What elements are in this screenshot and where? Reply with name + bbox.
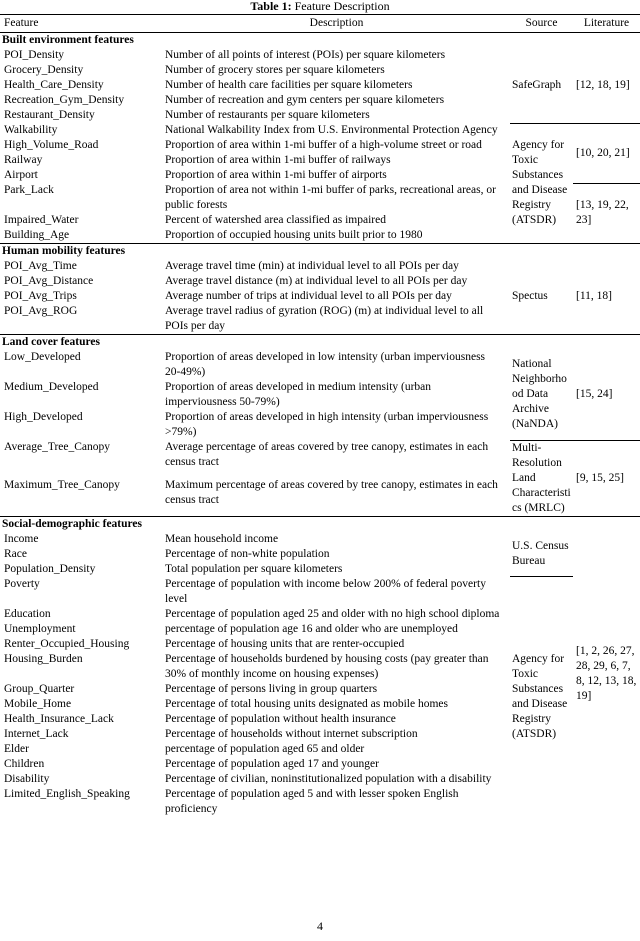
literature-cell: [11, 18] xyxy=(576,290,612,302)
feature-cell: Unemployment xyxy=(4,622,76,635)
feature-cell: Elder xyxy=(4,742,29,755)
section-title: Social-demographic features xyxy=(0,516,640,532)
description-cell: percentage of population age 16 and older who are unemployed xyxy=(165,622,458,635)
table-row xyxy=(0,577,640,607)
description-cell: Percentage of population with income below 200% of federal poverty level xyxy=(165,577,486,605)
source-cell: Multi-Resolution Land Characteristics (MRLC) xyxy=(512,441,571,514)
feature-cell: Disability xyxy=(4,772,50,785)
description-cell: Percentage of persons living in group quarters xyxy=(165,682,378,695)
table-row xyxy=(0,440,640,478)
section-header-row xyxy=(0,516,640,532)
source-cell: Spectus xyxy=(512,290,548,302)
feature-cell: Low_Developed xyxy=(4,351,81,363)
feature-cell: Education xyxy=(4,607,51,620)
feature-cell: POI_Avg_Time xyxy=(4,260,77,272)
description-cell: Percentage of total housing units designated as mobile homes xyxy=(165,697,448,710)
source-cell: National Neighborhood Data Archive (NaNDA) xyxy=(510,350,573,440)
description-cell: Percentage of non-white population xyxy=(165,547,330,560)
description-cell: Average travel distance (m) at individual level to all POIs per day xyxy=(165,275,468,287)
description-cell: Number of recreation and gym centers per square kilometers xyxy=(165,94,445,106)
description-cell: Number of all points of interest (POIs) per square kilometers xyxy=(165,49,446,61)
literature-cell: [9, 15, 25] xyxy=(576,471,624,484)
literature-cell: [1, 2, 26, 27, 28, 29, 6, 7, 8, 12, 13, 18, 19] xyxy=(576,645,637,702)
source-cell: SafeGraph xyxy=(510,48,573,123)
source-cell: Agency for Toxic Substances and Disease Registry (ATSDR) xyxy=(512,652,568,740)
description-cell: Proportion of area within 1-mi buffer of airports xyxy=(165,169,387,181)
feature-cell: Race xyxy=(4,547,27,560)
feature-cell: POI_Density xyxy=(4,49,65,61)
feature-cell: Impaired_Water xyxy=(4,214,79,226)
source-cell: Agency for Toxic Substances and Disease Registry (ATSDR) xyxy=(512,139,568,227)
description-cell: Percentage of population aged 5 and with lesser spoken English proficiency xyxy=(165,787,459,815)
description-cell: Percentage of population aged 25 and older with no high school diploma xyxy=(165,607,500,620)
feature-cell: Health_Insurance_Lack xyxy=(4,712,114,725)
col-header-literature: Literature xyxy=(573,15,640,33)
description-cell: Proportion of areas developed in high intensity (urban imperviousness >79%) xyxy=(165,411,489,438)
table-row xyxy=(0,123,640,138)
feature-cell: Grocery_Density xyxy=(4,64,84,76)
table-row xyxy=(0,259,640,274)
description-cell: Percentage of households without internet subscription xyxy=(165,727,418,740)
table-caption xyxy=(0,0,640,13)
description-cell: National Walkability Index from U.S. Environmental Protection Agency xyxy=(165,124,498,136)
feature-cell: Railway xyxy=(4,154,43,166)
feature-cell: Poverty xyxy=(4,577,40,590)
table-row xyxy=(0,48,640,63)
description-cell: Percentage of households burdened by housing costs (pay greater than 30% of monthly income on housing expenses) xyxy=(165,652,489,680)
feature-cell: Maximum_Tree_Canopy xyxy=(4,478,120,491)
literature-cell: [12, 18, 19] xyxy=(573,48,640,123)
literature-cell: [15, 24] xyxy=(573,350,640,440)
table-caption-label: Table 1: xyxy=(250,0,292,13)
table-caption-text: Feature Description xyxy=(294,0,390,13)
description-cell: Number of health care facilities per square kilometers xyxy=(165,79,413,91)
description-cell: Proportion of area within 1-mi buffer of railways xyxy=(165,154,391,166)
feature-cell: Children xyxy=(4,757,45,770)
feature-cell: Park_Lack xyxy=(4,184,54,196)
feature-cell: Restaurant_Density xyxy=(4,109,95,121)
feature-cell: Internet_Lack xyxy=(4,727,69,740)
description-cell: Number of restaurants per square kilometers xyxy=(165,109,370,121)
table-row xyxy=(0,532,640,547)
feature-cell: Housing_Burden xyxy=(4,652,83,665)
feature-cell: Income xyxy=(4,532,39,545)
description-cell: percentage of population aged 65 and older xyxy=(165,742,365,755)
feature-table xyxy=(0,14,640,817)
description-cell: Average number of trips at individual level to all POIs per day xyxy=(165,290,452,302)
col-header-source: Source xyxy=(510,15,573,33)
description-cell: Total population per square kilometers xyxy=(165,562,343,575)
literature-cell: [13, 19, 22, 23] xyxy=(576,199,629,227)
feature-cell: Health_Care_Density xyxy=(4,79,104,91)
source-cell: U.S. Census Bureau xyxy=(510,532,573,577)
literature-cell: [10, 20, 21] xyxy=(573,123,640,183)
section-header-row xyxy=(0,244,640,260)
description-cell: Proportion of area within 1-mi buffer of a high-volume street or road xyxy=(165,139,482,151)
section-title: Human mobility features xyxy=(0,244,640,260)
feature-cell: Walkability xyxy=(4,124,58,136)
feature-cell: Building_Age xyxy=(4,229,70,241)
description-cell: Average travel radius of gyration (ROG) (m) at individual level to all POIs per day xyxy=(165,305,484,332)
description-cell: Percentage of housing units that are renter-occupied xyxy=(165,637,405,650)
description-cell: Average percentage of areas covered by tree canopy, estimates in each census tract xyxy=(165,441,489,468)
feature-cell: High_Developed xyxy=(4,411,83,423)
description-cell: Proportion of areas developed in medium intensity (urban imperviousness 50-79%) xyxy=(165,381,432,408)
feature-cell: High_Volume_Road xyxy=(4,139,99,151)
description-cell: Percent of watershed area classified as impaired xyxy=(165,214,386,226)
feature-cell: POI_Avg_Trips xyxy=(4,290,77,302)
section-title: Built environment features xyxy=(0,33,640,49)
feature-cell: Airport xyxy=(4,169,38,181)
section-title: Land cover features xyxy=(0,335,640,351)
feature-cell: Recreation_Gym_Density xyxy=(4,94,125,106)
description-cell: Proportion of occupied housing units built prior to 1980 xyxy=(165,229,423,241)
feature-cell: POI_Avg_ROG xyxy=(4,305,78,317)
description-cell: Maximum percentage of areas covered by tree canopy, estimates in each census tract xyxy=(165,478,498,506)
feature-cell: Limited_English_Speaking xyxy=(4,787,130,800)
section-header-row xyxy=(0,33,640,49)
description-cell: Number of grocery stores per square kilometers xyxy=(165,64,385,76)
feature-cell: Mobile_Home xyxy=(4,697,72,710)
section-header-row xyxy=(0,335,640,351)
page-number: 4 xyxy=(317,919,323,933)
feature-cell: Medium_Developed xyxy=(4,381,99,393)
description-cell: Percentage of population without health insurance xyxy=(165,712,396,725)
col-header-feature: Feature xyxy=(0,15,163,33)
description-cell: Percentage of population aged 17 and younger xyxy=(165,757,379,770)
description-cell: Mean household income xyxy=(165,532,279,545)
feature-cell: POI_Avg_Distance xyxy=(4,275,94,287)
feature-cell: Average_Tree_Canopy xyxy=(4,441,111,453)
table-row xyxy=(0,350,640,380)
col-header-description: Description xyxy=(163,15,510,33)
description-cell: Average travel time (min) at individual level to all POIs per day xyxy=(165,260,459,272)
description-cell: Percentage of civilian, noninstitutionalized population with a disability xyxy=(165,772,492,785)
feature-cell: Population_Density xyxy=(4,562,96,575)
feature-cell: Renter_Occupied_Housing xyxy=(4,637,130,650)
description-cell: Proportion of areas developed in low intensity (urban imperviousness 20-49%) xyxy=(165,351,486,378)
feature-cell: Group_Quarter xyxy=(4,682,75,695)
table-header-row xyxy=(0,15,640,33)
description-cell: Proportion of area not within 1-mi buffer of parks, recreational areas, or public forests xyxy=(165,184,496,211)
